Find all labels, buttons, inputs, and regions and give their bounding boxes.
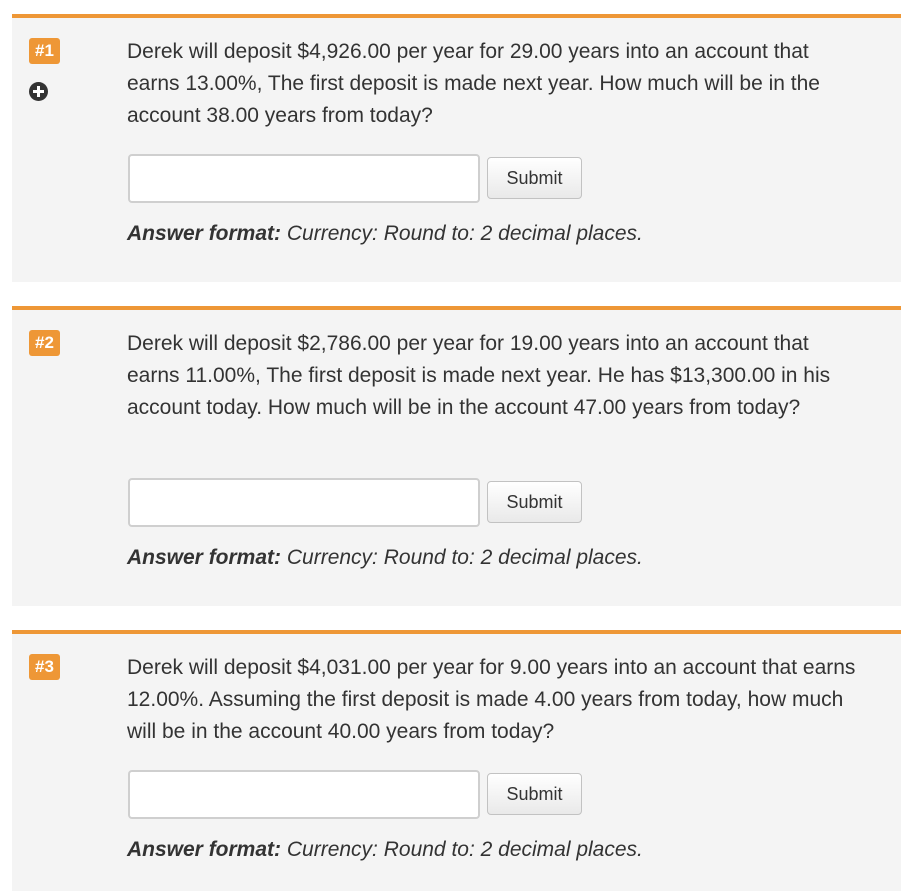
submit-button[interactable]: Submit	[487, 773, 582, 815]
answer-format-label: Answer format:	[127, 546, 282, 569]
answer-format-text: Currency: Round to: 2 decimal places.	[281, 222, 643, 245]
answer-format-text: Currency: Round to: 2 decimal places.	[281, 838, 643, 861]
answer-format-text: Currency: Round to: 2 decimal places.	[281, 546, 643, 569]
question-number-badge: #1	[29, 38, 60, 64]
answer-input[interactable]	[128, 154, 480, 203]
plus-circle-icon[interactable]	[29, 82, 48, 101]
answer-input[interactable]	[128, 770, 480, 819]
answer-format-label: Answer format:	[127, 838, 282, 861]
question-text: Derek will deposit $2,786.00 per year for 19.00 years into an account that earns 11.00%, The first deposit is made next year. He has $13,300.00 in his account today. How much will be in the account 47.00 years from today?	[127, 332, 831, 419]
submit-button[interactable]: Submit	[487, 481, 582, 523]
question-2	[12, 306, 901, 606]
answer-format-label: Answer format:	[127, 222, 282, 245]
question-text: Derek will deposit $4,926.00 per year for 29.00 years into an account that earns 13.00%, The first deposit is made next year. How much will be in the account 38.00 years from today?	[127, 40, 820, 127]
question-3	[12, 630, 901, 891]
answer-format	[127, 219, 643, 249]
question-number-badge: #2	[29, 330, 60, 356]
answer-input[interactable]	[128, 478, 480, 527]
answer-format	[127, 543, 643, 573]
answer-format	[127, 835, 643, 865]
question-number-badge: #3	[29, 654, 60, 680]
question-text: Derek will deposit $4,031.00 per year for 9.00 years into an account that earns 12.00%. Assuming the first deposit is made 4.00 years from today, how much will be in the account 40.00 years from today?	[127, 656, 856, 743]
submit-button[interactable]: Submit	[487, 157, 582, 199]
question-1	[12, 14, 901, 282]
